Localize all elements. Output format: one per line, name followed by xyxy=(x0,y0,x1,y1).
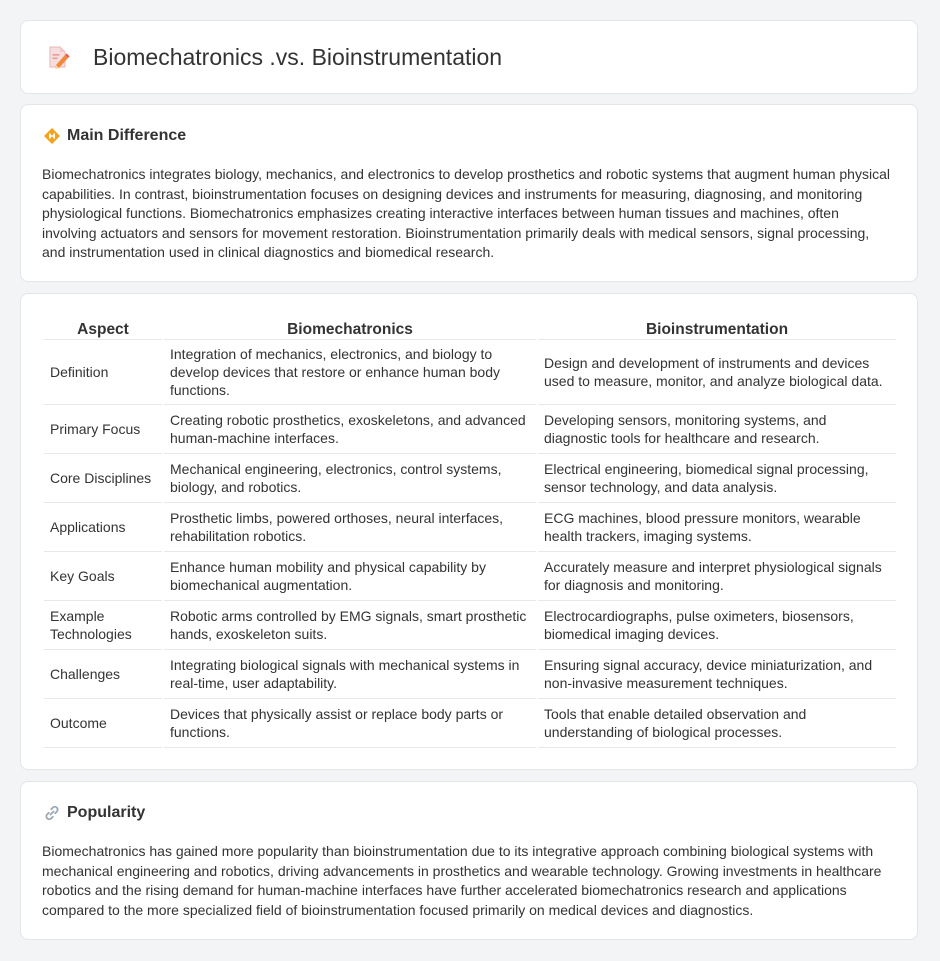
row-bioinstrumentation: Design and development of instruments and devices used to measure, monitor, and analyze biological data. xyxy=(538,340,896,405)
row-biomechatronics: Robotic arms controlled by EMG signals, smart prosthetic hands, exoskeleton suits. xyxy=(164,601,536,650)
row-bioinstrumentation: Ensuring signal accuracy, device miniaturization, and non-invasive measurement techniques. xyxy=(538,650,896,699)
row-aspect: Challenges xyxy=(44,650,162,699)
row-bioinstrumentation: Electrical engineering, biomedical signal processing, sensor technology, and data analysis. xyxy=(538,454,896,503)
row-bioinstrumentation: ECG machines, blood pressure monitors, wearable health trackers, imaging systems. xyxy=(538,503,896,552)
diamond-sign-icon xyxy=(43,127,61,145)
table-row xyxy=(44,340,896,405)
row-bioinstrumentation: Electrocardiographs, pulse oximeters, biosensors, biomedical imaging devices. xyxy=(538,601,896,650)
row-aspect: Definition xyxy=(44,340,162,405)
row-biomechatronics: Creating robotic prosthetics, exoskeletons, and advanced human-machine interfaces. xyxy=(164,405,536,454)
table-row xyxy=(44,552,896,601)
row-aspect: Primary Focus xyxy=(44,405,162,454)
row-biomechatronics: Devices that physically assist or replace body parts or functions. xyxy=(164,699,536,748)
popularity-card xyxy=(20,781,918,940)
popularity-heading: Popularity xyxy=(67,804,146,821)
header-bioinstrumentation: Bioinstrumentation xyxy=(538,315,896,340)
row-biomechatronics: Integration of mechanics, electronics, and biology to develop devices that restore or enhance human body functions. xyxy=(164,340,536,405)
main-difference-heading: Main Difference xyxy=(67,127,187,144)
row-aspect: Key Goals xyxy=(44,552,162,601)
main-difference-text: Biomechatronics integrates biology, mechanics, and electronics to develop prosthetics and robotic systems that augment human physical capabilities. In contrast, bioinstrumentation focuses on designing devices and instruments for measuring, diagnosing, and monitoring physiological functions. Biomechatronics emphasizes creating interactive interfaces between human tissues and machines, often involving actuators and sensors for movement restoration. Bioinstrumentation primarily deals with medical sensors, signal processing, and instrumentation used in clinical diagnostics and biomedical research. xyxy=(42,166,890,261)
header-biomechatronics: Biomechatronics xyxy=(164,315,536,340)
main-difference-card xyxy=(20,104,918,282)
edit-document-icon xyxy=(47,43,71,71)
row-aspect: Outcome xyxy=(44,699,162,748)
link-icon xyxy=(43,804,61,822)
row-bioinstrumentation: Developing sensors, monitoring systems, and diagnostic tools for healthcare and research. xyxy=(538,405,896,454)
table-row xyxy=(44,699,896,748)
row-biomechatronics: Prosthetic limbs, powered orthoses, neural interfaces, rehabilitation robotics. xyxy=(164,503,536,552)
row-bioinstrumentation: Accurately measure and interpret physiological signals for diagnosis and monitoring. xyxy=(538,552,896,601)
table-row xyxy=(44,601,896,650)
row-biomechatronics: Mechanical engineering, electronics, control systems, biology, and robotics. xyxy=(164,454,536,503)
table-row xyxy=(44,503,896,552)
row-bioinstrumentation: Tools that enable detailed observation and understanding of biological processes. xyxy=(538,699,896,748)
table-row xyxy=(44,405,896,454)
page-title: Biomechatronics .vs. Bioinstrumentation xyxy=(93,43,503,70)
table-row xyxy=(44,454,896,503)
row-biomechatronics: Enhance human mobility and physical capability by biomechanical augmentation. xyxy=(164,552,536,601)
row-aspect: Core Disciplines xyxy=(44,454,162,503)
popularity-text: Biomechatronics has gained more popularity than bioinstrumentation due to its integrative approach combining biological systems with mechanical engineering and robotics, driving advancements in prosthetics and wearable technology. Growing investments in healthcare robotics and the rising demand for human-machine interfaces have further accelerated biomechatronics research and applications compared to the more specialized field of bioinstrumentation focused primarily on medical devices and diagnostics. xyxy=(42,843,882,918)
row-aspect: Example Technologies xyxy=(44,601,162,650)
table-row xyxy=(44,650,896,699)
title-card xyxy=(20,20,918,94)
comparison-card xyxy=(20,293,918,770)
row-aspect: Applications xyxy=(44,503,162,552)
row-biomechatronics: Integrating biological signals with mechanical systems in real-time, user adaptability. xyxy=(164,650,536,699)
table-header-row xyxy=(44,315,896,340)
header-aspect: Aspect xyxy=(44,315,162,340)
comparison-table xyxy=(42,315,898,748)
